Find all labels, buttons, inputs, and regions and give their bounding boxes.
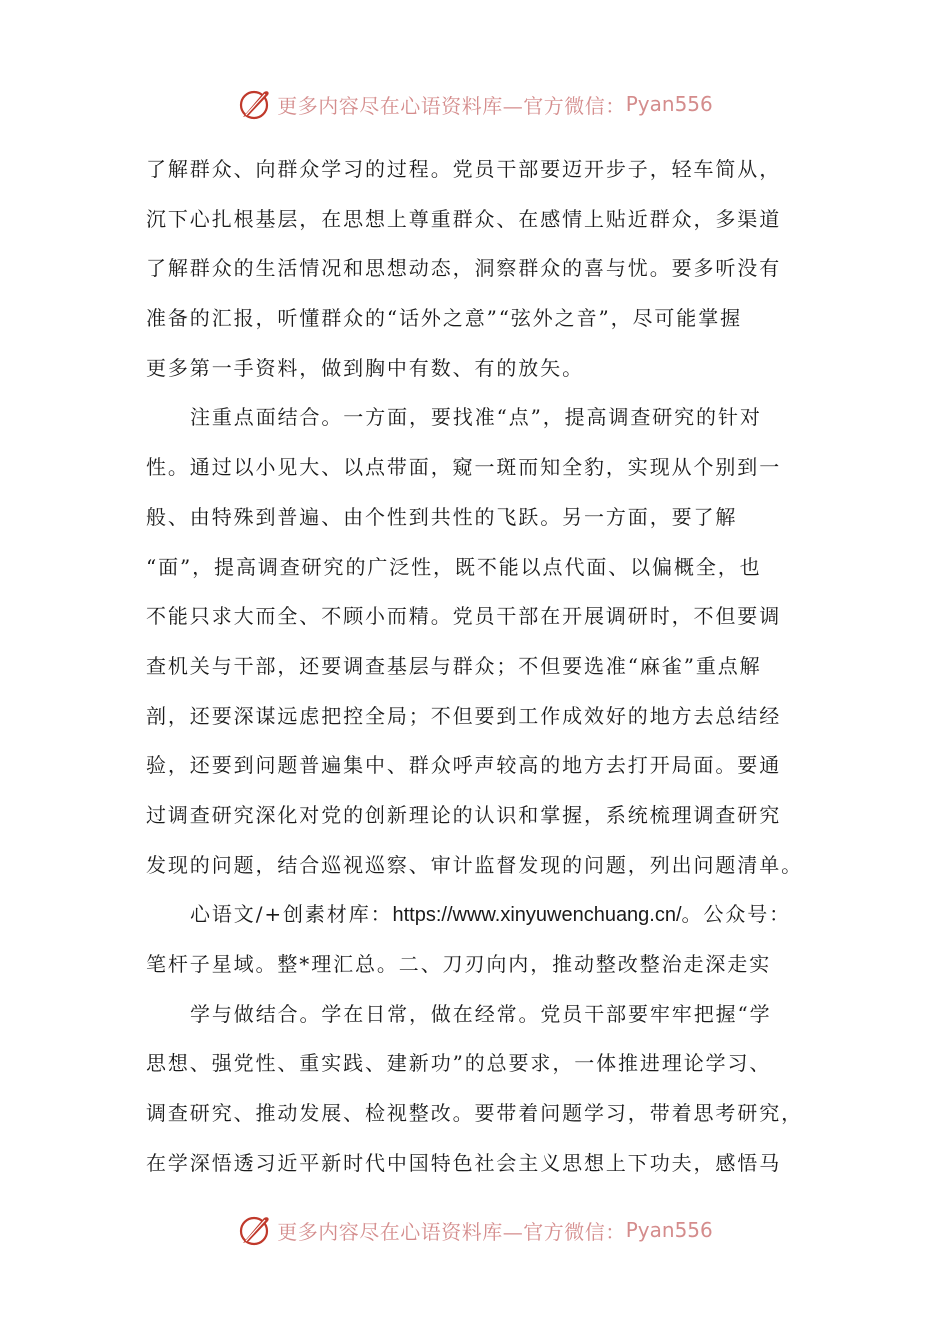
promo-prefix: 心语文/+创素材库： — [190, 902, 393, 927]
text-line: 性。通过以小见大、以点带面，窥一斑而知全豹，实现从个别到一 — [146, 455, 782, 480]
text-line: “面”，提高调查研究的广泛性，既不能以点代面、以偏概全，也 — [146, 554, 762, 579]
header-banner — [0, 84, 950, 124]
text-line: 查机关与干部，还要调查基层与群众；不但要选准“麻雀”重点解 — [146, 653, 762, 678]
text-line: 调查研究、推动发展、检视整改。要带着问题学习，带着思考研究， — [146, 1101, 803, 1126]
document-body — [146, 145, 816, 1188]
text-line: 剖，还要深谋远虑把控全局；不但要到工作成效好的地方去总结经 — [146, 703, 782, 728]
header-banner-text: 更多内容尽在心语资料库—官方微信： — [277, 93, 626, 118]
text-line: 在学深悟透习近平新时代中国特色社会主义思想上下功夫，感悟马 — [146, 1150, 782, 1175]
text-line: 笔杆子星域。整*理汇总。二、刀刃向内，推动整改整治走深走实 — [146, 952, 772, 976]
footer-banner — [0, 1210, 950, 1250]
header-banner-id: Pyan556 — [625, 92, 713, 116]
text-line: 更多第一手资料，做到胸中有数、有的放矢。 — [146, 355, 584, 380]
text-line: 沉下心扎根基层，在思想上尊重群众、在感情上贴近群众，多渠道 — [146, 206, 782, 231]
text-line: 了解群众、向群众学习的过程。党员干部要迈开步子，轻车简从， — [146, 157, 782, 181]
footer-banner-text: 更多内容尽在心语资料库—官方微信： — [277, 1219, 626, 1244]
text-line: 般、由特殊到普遍、由个性到共性的飞跃。另一方面，要了解 — [146, 504, 738, 529]
text-line: 准备的汇报，听懂群众的“话外之意”“弦外之音”，尽可能掌握 — [146, 306, 742, 331]
quill-logo-icon — [237, 1212, 273, 1248]
promo-line — [146, 890, 816, 940]
text-line: 学与做结合。学在日常，做在经常。党员干部要牢牢把握“学 — [190, 1001, 772, 1026]
quill-logo-icon — [237, 86, 273, 122]
text-line: 注重点面结合。一方面，要找准“点”，提高调查研究的针对 — [190, 405, 762, 430]
text-line: 过调查研究深化对党的创新理论的认识和掌握，系统梳理调查研究 — [146, 802, 782, 827]
promo-url-link[interactable]: https://www.xinyuwenchuang.cn/ — [392, 904, 682, 927]
text-line: 了解群众的生活情况和思想动态，洞察群众的喜与忧。要多听没有 — [146, 256, 782, 281]
text-line: 不能只求大而全、不顾小而精。党员干部在开展调研时，不但要调 — [146, 604, 782, 629]
text-line: 思想、强党性、重实践、建新功”的总要求，一体推进理论学习、 — [146, 1051, 772, 1076]
promo-suffix: 。公众号： — [681, 902, 792, 927]
footer-banner-id: Pyan556 — [625, 1218, 713, 1242]
text-line: 验，还要到问题普遍集中、群众呼声较高的地方去打开局面。要通 — [146, 753, 782, 778]
text-line: 发现的问题，结合巡视巡察、审计监督发现的问题，列出问题清单。 — [146, 852, 803, 877]
